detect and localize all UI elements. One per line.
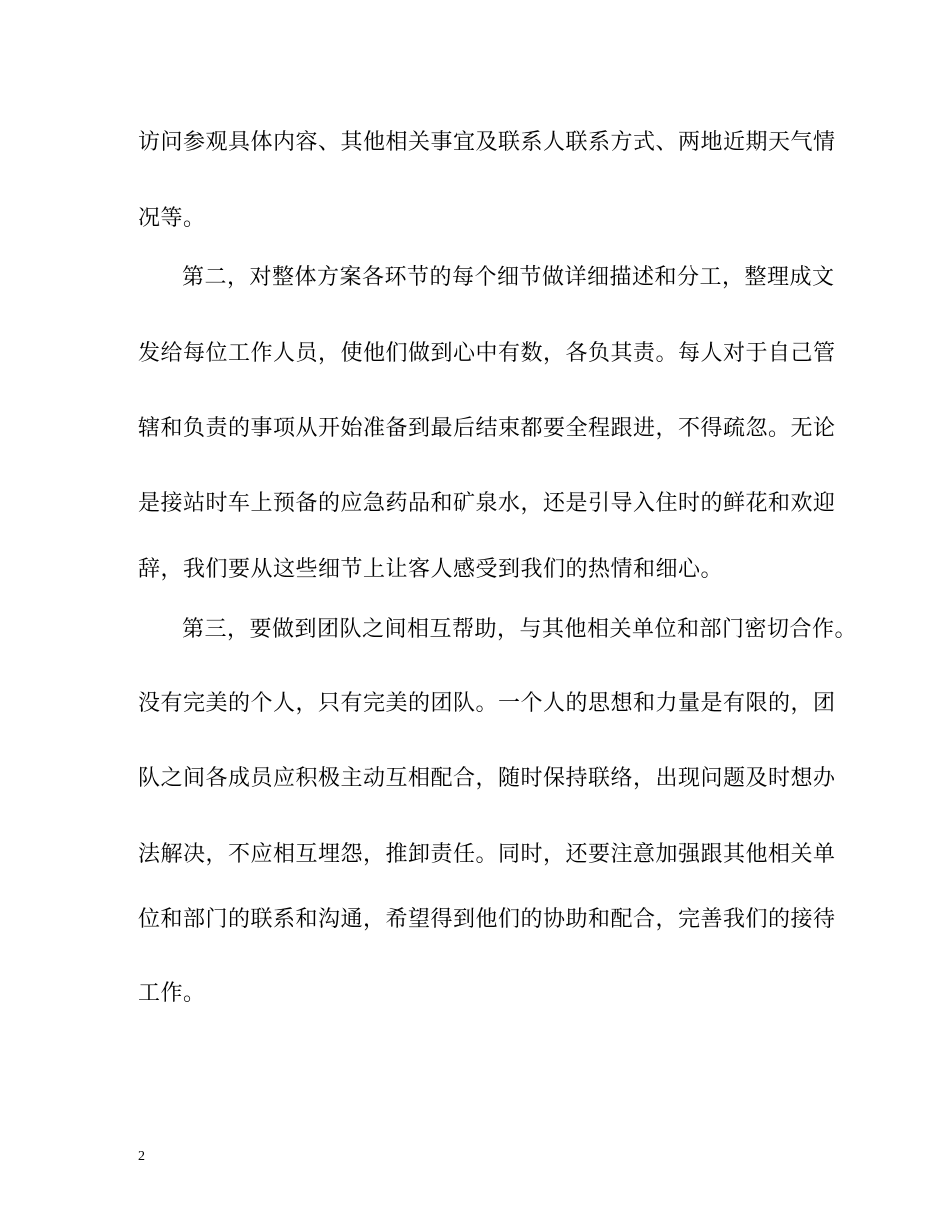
text-line: 况等。: [138, 206, 206, 231]
text-line: 发给每位工作人员，使他们做到心中有数，各负其责。每人对于自己管: [138, 341, 836, 366]
paragraph-start-line: 第二，对整体方案各环节的每个细节做详细描述和分工，整理成文: [182, 265, 835, 290]
text-line: 是接站时车上预备的应急药品和矿泉水，还是引导入住时的鲜花和欢迎: [138, 491, 836, 516]
text-line: 法解决，不应相互埋怨，推卸责任。同时，还要注意加强跟其他相关单: [138, 842, 836, 867]
text-line: 位和部门的联系和沟通，希望得到他们的协助和配合，完善我们的接待: [138, 907, 836, 932]
text-line: 队之间各成员应积极主动互相配合，随时保持联络，出现问题及时想办: [138, 766, 836, 791]
text-line: 工作。: [138, 981, 206, 1006]
text-line: 辞，我们要从这些细节上让客人感受到我们的热情和细心。: [138, 557, 724, 582]
text-line: 没有完美的个人，只有完美的团队。一个人的思想和力量是有限的，团: [138, 691, 836, 716]
paragraph-start-line: 第三，要做到团队之间相互帮助，与其他相关单位和部门密切合作。: [182, 617, 858, 642]
page-number: 2: [138, 1149, 145, 1164]
text-line: 辖和负责的事项从开始准备到最后结束都要全程跟进，不得疏忽。无论: [138, 416, 836, 441]
text-line: 访问参观具体内容、其他相关事宜及联系人联系方式、两地近期天气情: [138, 130, 836, 155]
